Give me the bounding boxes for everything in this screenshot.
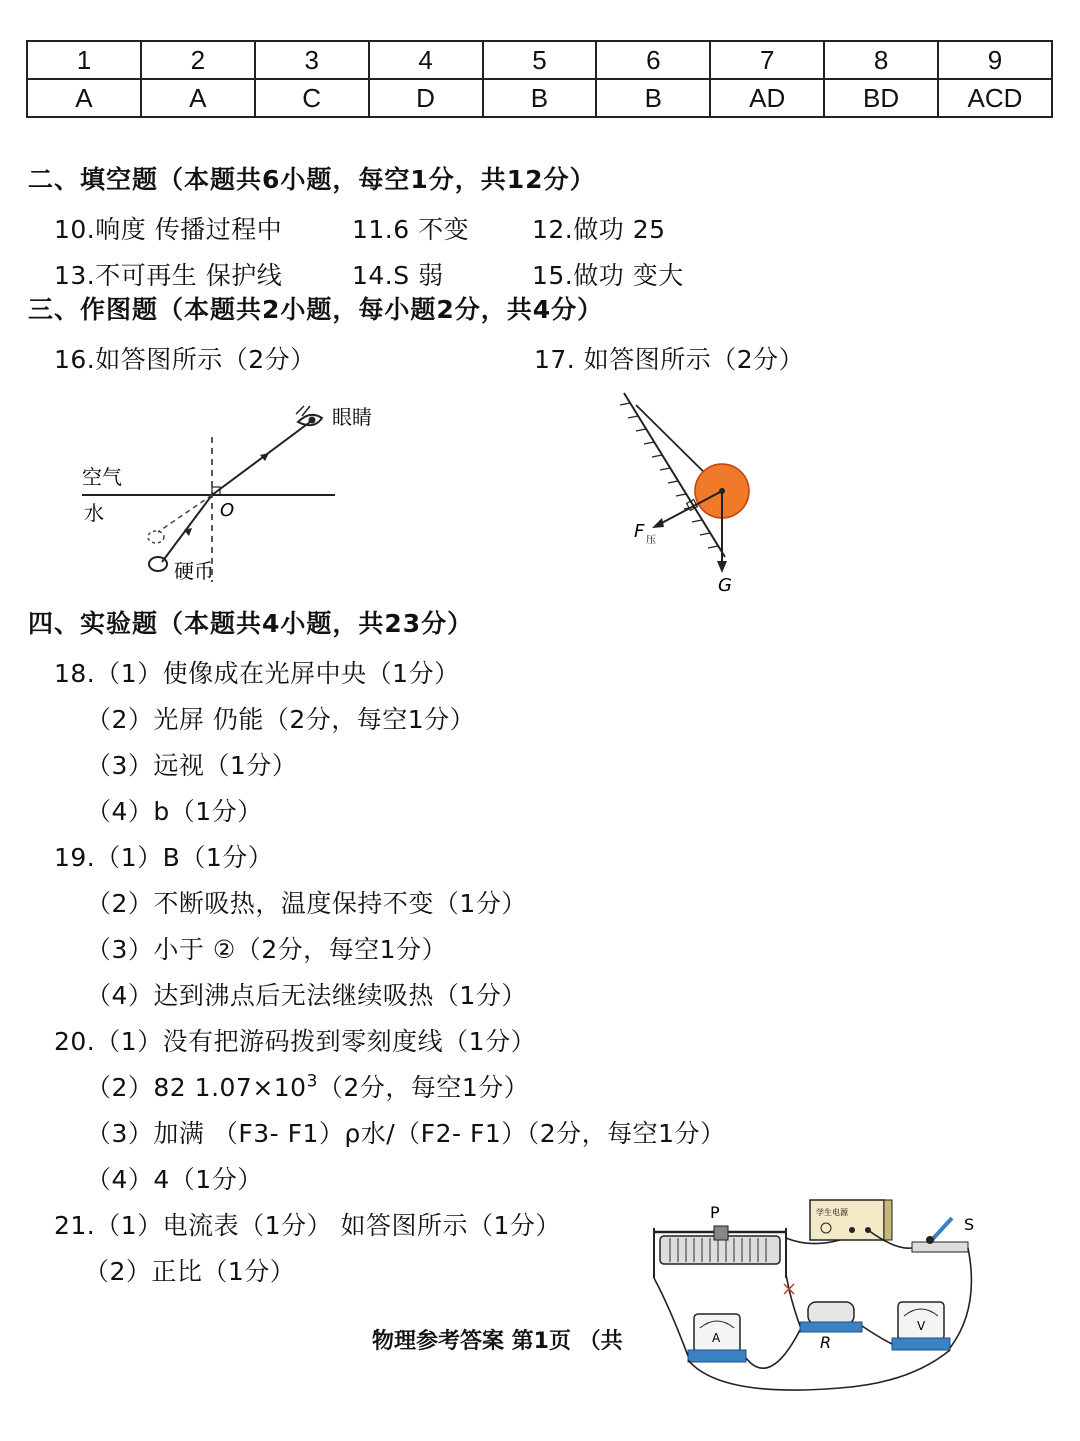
table-cell: 6 bbox=[596, 41, 710, 79]
table-cell: B bbox=[596, 79, 710, 117]
label-ammeter: A bbox=[712, 1331, 721, 1345]
answer-q13: 13.不可再生 保护线 bbox=[54, 261, 283, 290]
answer-q20-4: （4）4（1分） bbox=[86, 1165, 263, 1194]
power-supply bbox=[810, 1200, 892, 1240]
table-cell: A bbox=[27, 79, 141, 117]
table-cell: 1 bbox=[27, 41, 141, 79]
answer-q20-1: 20.（1）没有把游码拨到零刻度线（1分） bbox=[54, 1027, 537, 1056]
answer-q18-3: （3）远视（1分） bbox=[86, 751, 298, 780]
label-voltmeter: V bbox=[917, 1319, 926, 1333]
label-eye: 眼睛 bbox=[332, 405, 372, 429]
label-resistor: R bbox=[820, 1333, 832, 1352]
answer-q18-2: （2）光屏 仍能（2分，每空1分） bbox=[86, 705, 476, 734]
answer-q21-2: （2）正比（1分） bbox=[84, 1257, 296, 1286]
answer-q18-1: 18.（1）使像成在光屏中央（1分） bbox=[54, 659, 460, 688]
section-heading-drawing: 三、作图题（本题共2小题，每小题2分，共4分） bbox=[28, 295, 604, 324]
answer-q19-4: （4）达到沸点后无法继续吸热（1分） bbox=[86, 981, 527, 1010]
answer-q20-2-exponent: 3 bbox=[306, 1071, 318, 1092]
table-cell: 5 bbox=[483, 41, 597, 79]
circuit-diagram bbox=[640, 1188, 990, 1398]
incident-ray bbox=[162, 495, 212, 562]
section-heading-fill-blank: 二、填空题（本题共6小题，每空1分，共12分） bbox=[28, 165, 596, 194]
answer-q20-3: （3）加满 （F3- F1）ρ水/（F2- F1）（2分，每空1分） bbox=[86, 1119, 726, 1148]
table-cell: ACD bbox=[938, 79, 1052, 117]
refracted-ray bbox=[212, 422, 310, 495]
switch bbox=[912, 1218, 968, 1252]
table-cell: A bbox=[141, 79, 255, 117]
ball-force-diagram bbox=[600, 385, 790, 600]
table-row-answers bbox=[27, 79, 1052, 117]
answer-q20-2-main: （2）82 1.07×10 bbox=[86, 1073, 307, 1102]
answer-q12: 12.做功 25 bbox=[532, 215, 666, 244]
label-slider-p: P bbox=[710, 1203, 720, 1222]
answer-q20-2 bbox=[86, 1068, 529, 1104]
table-cell: B bbox=[483, 79, 597, 117]
label-gravity: G bbox=[718, 575, 732, 596]
answer-q10: 10.响度 传播过程中 bbox=[54, 215, 283, 244]
label-normal-force-sub: 压 bbox=[646, 535, 656, 546]
answer-q18-4: （4）b（1分） bbox=[86, 797, 263, 826]
answer-q15: 15.做功 变大 bbox=[532, 261, 684, 290]
answer-q21-1: 21.（1）电流表（1分） 如答图所示（1分） bbox=[54, 1211, 561, 1240]
answer-q16: 16.如答图所示（2分） bbox=[54, 345, 316, 374]
rheostat bbox=[654, 1226, 786, 1278]
label-origin: O bbox=[220, 500, 235, 521]
table-cell: 9 bbox=[938, 41, 1052, 79]
table-cell: BD bbox=[824, 79, 938, 117]
answer-q20-2-points: （2分，每空1分） bbox=[317, 1073, 530, 1102]
table-cell: C bbox=[255, 79, 369, 117]
virtual-ray bbox=[158, 495, 212, 532]
label-water: 水 bbox=[84, 501, 104, 525]
virtual-coin-image bbox=[148, 531, 164, 543]
answer-q19-2: （2）不断吸热，温度保持不变（1分） bbox=[86, 889, 527, 918]
resistor bbox=[800, 1302, 862, 1332]
answer-q19-3: （3）小于 ②（2分，每空1分） bbox=[86, 935, 448, 964]
answer-q17: 17. 如答图所示（2分） bbox=[534, 345, 805, 374]
table-cell: AD bbox=[710, 79, 824, 117]
table-cell: 2 bbox=[141, 41, 255, 79]
label-coin: 硬币 bbox=[174, 559, 214, 583]
label-normal-force: F bbox=[634, 521, 645, 542]
label-switch-s: S bbox=[964, 1215, 975, 1234]
section-heading-experiment: 四、实验题（本题共4小题，共23分） bbox=[28, 609, 474, 638]
answer-q11: 11.6 不变 bbox=[352, 215, 470, 244]
table-cell: 4 bbox=[369, 41, 483, 79]
answer-q14: 14.S 弱 bbox=[352, 261, 444, 290]
page-footer: 物理参考答案 第1页 （共 bbox=[372, 1329, 623, 1354]
table-cell: 7 bbox=[710, 41, 824, 79]
refraction-diagram bbox=[70, 392, 400, 592]
gravity-arrow bbox=[717, 561, 727, 573]
table-cell: 8 bbox=[824, 41, 938, 79]
choice-answer-table bbox=[26, 40, 1053, 118]
normal-force-arrow bbox=[652, 518, 664, 528]
answer-q19-1: 19.（1）B（1分） bbox=[54, 843, 274, 872]
table-cell: 3 bbox=[255, 41, 369, 79]
label-air: 空气 bbox=[82, 465, 122, 489]
coin bbox=[149, 557, 167, 571]
table-row-numbers bbox=[27, 41, 1052, 79]
table-cell: D bbox=[369, 79, 483, 117]
label-power-supply: 学生电源 bbox=[816, 1208, 848, 1217]
